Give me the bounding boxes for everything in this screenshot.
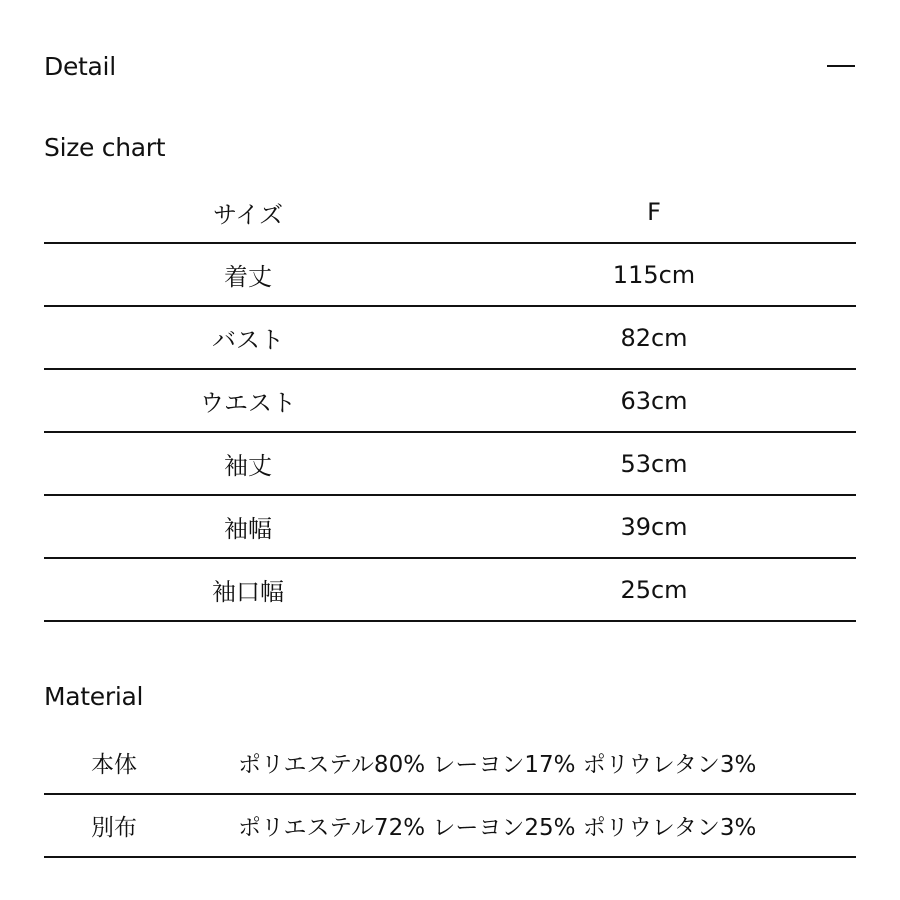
material-row-value: ポリエステル72% レーヨン25% ポリウレタン3% <box>238 815 757 841</box>
material-table <box>44 732 856 858</box>
detail-title: Detail <box>44 51 116 81</box>
size-row-label: バスト <box>212 326 284 354</box>
size-chart-title: Size chart <box>44 133 166 162</box>
table-row <box>44 732 856 795</box>
size-chart-header-row <box>44 182 856 244</box>
minus-icon-bar <box>827 65 855 67</box>
size-chart-table <box>44 182 856 622</box>
size-row-label: 袖幅 <box>224 515 272 543</box>
size-header-label: サイズ <box>212 200 284 229</box>
size-row-value: 25cm <box>620 575 688 604</box>
size-row-value: 82cm <box>620 323 688 352</box>
table-row <box>44 244 856 307</box>
size-row-value: 63cm <box>620 386 688 415</box>
table-row <box>44 795 856 858</box>
table-row <box>44 370 856 433</box>
table-row <box>44 559 856 622</box>
size-row-label: 袖口幅 <box>212 578 284 606</box>
material-title: Material <box>44 682 144 711</box>
size-row-value: 39cm <box>620 512 688 541</box>
table-row <box>44 433 856 496</box>
material-row-label: 別布 <box>91 815 137 841</box>
size-row-label: ウエスト <box>200 389 296 417</box>
size-row-label: 袖丈 <box>224 452 272 480</box>
material-row-value: ポリエステル80% レーヨン17% ポリウレタン3% <box>238 752 757 778</box>
table-row <box>44 307 856 370</box>
size-row-value: 115cm <box>612 260 696 289</box>
minus-icon[interactable] <box>826 51 856 81</box>
size-row-label: 着丈 <box>224 263 272 291</box>
table-row <box>44 496 856 559</box>
material-row-label: 本体 <box>91 752 137 778</box>
detail-header[interactable] <box>44 48 856 84</box>
size-header-value: F <box>647 198 661 226</box>
size-row-value: 53cm <box>620 449 688 478</box>
